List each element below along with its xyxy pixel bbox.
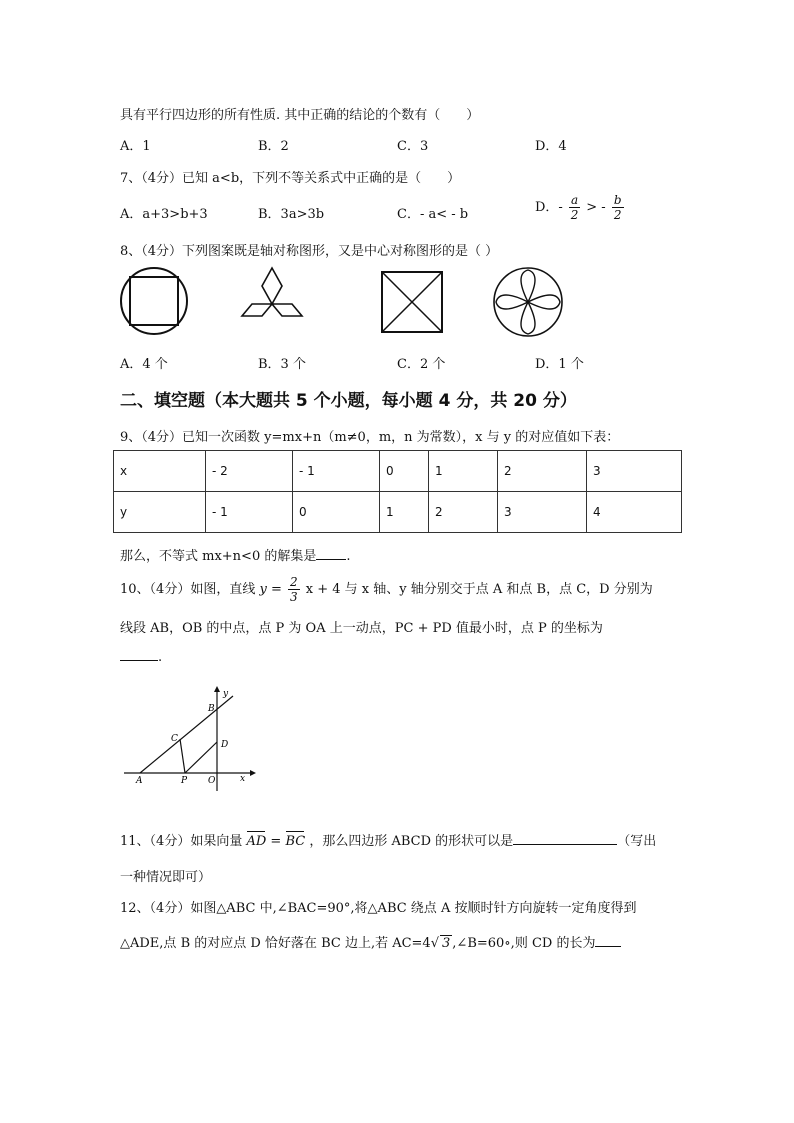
q9-table [113, 450, 682, 533]
q11-b: ，那么四边形 ABCD 的形状可以是 [309, 834, 514, 849]
q10-line1 [120, 575, 653, 604]
q8-figure-square-x [378, 268, 448, 338]
q7-d-gt: > - [586, 200, 606, 215]
q7-d-den-a: 2 [570, 208, 579, 222]
table-cell: x [114, 451, 206, 492]
table-cell: - 1 [206, 492, 293, 533]
table-cell: 3 [498, 492, 587, 533]
table-cell: - 2 [206, 451, 293, 492]
table-cell: 1 [380, 492, 429, 533]
table-row [114, 451, 682, 492]
answer-blank[interactable] [513, 844, 617, 845]
fig-label-d: D [221, 740, 229, 750]
fig-label-c: C [171, 734, 178, 744]
q7-option-c: C．- a< - b [397, 207, 469, 222]
sqrt-sign: √ [430, 936, 440, 951]
vector-bc: BC [285, 834, 306, 849]
table-cell: y [114, 492, 206, 533]
answer-blank[interactable] [120, 660, 158, 661]
answer-blank[interactable] [316, 559, 346, 560]
q8-figure-three-rhombus [234, 264, 314, 344]
q10-den: 3 [289, 590, 298, 604]
q10-l1b: x + 4 与 x 轴、y 轴分别交于点 A 和点 B，点 C，D 分别为 [305, 582, 653, 597]
q10-line3 [120, 650, 162, 665]
q10-l1a: 10、（4分）如图，直线 [120, 582, 256, 597]
q9-after-end: . [346, 549, 351, 564]
q10-line2: 线段 AB，OB 的中点，点 P 为 OA 上一动点，PC + PD 值最小时，点 P 的坐标为 [120, 621, 603, 636]
q9-after [120, 545, 351, 564]
q7-option-b: B．3a>3b [258, 207, 325, 222]
q7-d-den-b: 2 [613, 208, 622, 222]
vector-ad: AD [246, 834, 267, 849]
q9-stem: 9、（4分）已知一次函数 y=mx+n（m≠0，m，n 为常数），x 与 y 的对应值如下表： [120, 430, 620, 445]
q12-l2b: ,∠B=60∘,则 CD 的长为 [452, 936, 596, 951]
table-cell: 2 [498, 451, 587, 492]
q7-d-num-a: a [570, 193, 579, 207]
table-cell: 3 [587, 451, 682, 492]
q10-figure [120, 684, 260, 794]
answer-blank[interactable] [595, 946, 621, 947]
q8-stem: 8、（4分）下列图案既是轴对称图形，又是中心对称图形的是（ ） [120, 244, 499, 259]
q10-y-eq: y = [259, 582, 282, 597]
q7-d-fraction-b [612, 193, 624, 222]
q6-option-c: C．3 [397, 139, 429, 154]
q6-option-d: D．4 [535, 139, 567, 154]
q11-line1 [120, 830, 656, 849]
table-cell: - 1 [293, 451, 380, 492]
table-cell: 1 [429, 451, 498, 492]
q11-c: （写出 [617, 834, 657, 849]
q6-stem: 具有平行四边形的所有性质. 其中正确的结论的个数有（ ） [120, 108, 480, 123]
table-row [114, 492, 682, 533]
fig-label-y: y [223, 689, 229, 699]
q12-line1: 12、（4分）如图△ABC 中,∠BAC=90°,将△ABC 绕点 A 按顺时针方向旋转一定角度得到 [120, 901, 637, 916]
q6-option-b: B．2 [258, 139, 289, 154]
table-cell: 0 [293, 492, 380, 533]
q12-l2a: △ADE,点 B 的对应点 D 恰好落在 BC 边上,若 AC=4 [120, 936, 431, 951]
fig-label-a: A [136, 776, 143, 786]
table-cell: 4 [587, 492, 682, 533]
q7-d-fraction-a [569, 193, 580, 222]
section-title: 二、填空题（本大题共 5 个小题，每小题 4 分，共 20 分） [120, 391, 577, 411]
fig-label-o: O [208, 776, 216, 786]
q7-option-a: A．a+3>b+3 [120, 207, 208, 222]
q10-fraction [288, 575, 300, 604]
table-cell: 2 [429, 492, 498, 533]
q12-line2 [120, 932, 621, 951]
table-cell: 0 [380, 451, 429, 492]
q7-option-d [535, 193, 626, 222]
q6-option-a: A．1 [120, 139, 151, 154]
q11-eq: = [270, 834, 282, 849]
q8-figure-circle-square [116, 264, 196, 340]
fig-label-b: B [208, 704, 215, 714]
fig-label-p: P [181, 776, 188, 786]
q8-option-a: A．4 个 [120, 357, 168, 372]
q11-line2: 一种情况即可） [120, 870, 212, 885]
q10-l3-end: . [158, 650, 163, 665]
q7-d-label: D．- [535, 200, 563, 215]
q11-a: 11、（4分）如果向量 [120, 834, 243, 849]
fig-label-x: x [240, 774, 246, 784]
q12-sqrt: 3 [442, 936, 451, 951]
q9-after-text: 那么，不等式 mx+n<0 的解集是 [120, 549, 317, 564]
q10-num: 2 [289, 575, 298, 589]
q8-option-c: C．2 个 [397, 357, 446, 372]
q7-d-num-b: b [613, 193, 622, 207]
q8-figure-four-petal [490, 264, 566, 340]
q7-stem: 7、（4分）已知 a<b，下列不等关系式中正确的是（ ） [120, 171, 461, 186]
q8-option-d: D．1 个 [535, 357, 584, 372]
q8-option-b: B．3 个 [258, 357, 306, 372]
